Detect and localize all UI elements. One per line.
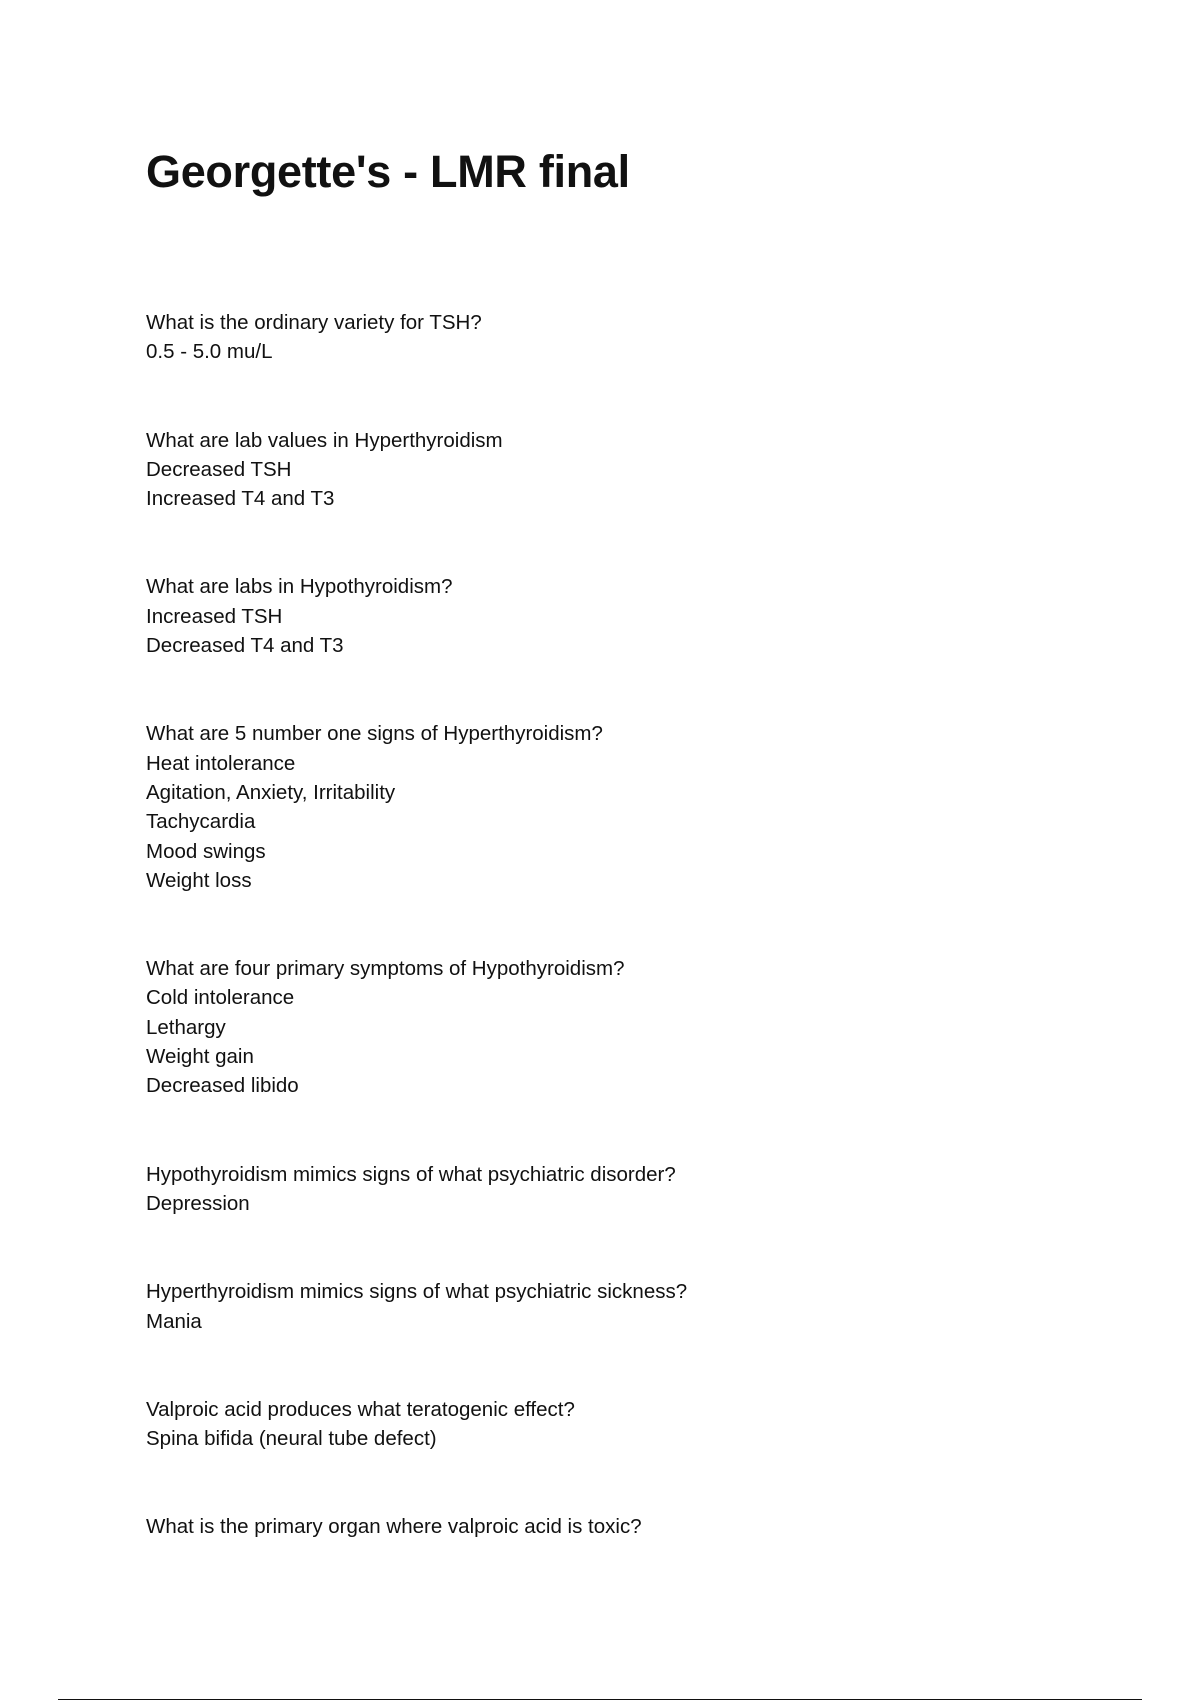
qa-item bbox=[146, 719, 1096, 895]
answer: Tachycardia bbox=[146, 810, 256, 834]
answer: Spina bifida (neural tube defect) bbox=[146, 1427, 437, 1451]
answer: Lethargy bbox=[146, 1015, 226, 1039]
answer: Increased T4 and T3 bbox=[146, 487, 335, 511]
answer: Mood swings bbox=[146, 839, 266, 863]
answer: Decreased T4 and T3 bbox=[146, 634, 344, 658]
qa-item bbox=[146, 572, 1096, 660]
question: What are labs in Hypothyroidism? bbox=[146, 575, 453, 599]
answer: Cold intolerance bbox=[146, 986, 295, 1010]
answer: Heat intolerance bbox=[146, 751, 296, 775]
answer: Increased TSH bbox=[146, 604, 283, 628]
question: Hypothyroidism mimics signs of what psychiatric disorder? bbox=[146, 1162, 676, 1186]
qa-item bbox=[146, 954, 1096, 1100]
page-title: Georgette's - LMR final bbox=[146, 146, 630, 197]
question: Valproic acid produces what teratogenic effect? bbox=[146, 1397, 575, 1421]
question: What are 5 number one signs of Hyperthyroidism? bbox=[146, 722, 603, 746]
answer: Agitation, Anxiety, Irritability bbox=[146, 780, 396, 804]
question: What are lab values in Hyperthyroidism bbox=[146, 428, 503, 452]
qa-item bbox=[146, 308, 1096, 367]
answer: Weight loss bbox=[146, 868, 252, 892]
qa-item bbox=[146, 1160, 1096, 1219]
answer: Mania bbox=[146, 1309, 202, 1333]
question: What is the ordinary variety for TSH? bbox=[146, 311, 482, 334]
qa-list bbox=[146, 308, 1096, 1601]
qa-item bbox=[146, 1395, 1096, 1454]
answer: Decreased libido bbox=[146, 1074, 299, 1098]
qa-item bbox=[146, 426, 1096, 514]
answer: Decreased TSH bbox=[146, 457, 292, 481]
answer: Weight gain bbox=[146, 1045, 254, 1069]
answer: Depression bbox=[146, 1191, 250, 1215]
question: What are four primary symptoms of Hypothyroidism? bbox=[146, 957, 625, 981]
question: Hyperthyroidism mimics signs of what psychiatric sickness? bbox=[146, 1280, 688, 1304]
qa-item bbox=[146, 1512, 1096, 1541]
qa-item bbox=[146, 1277, 1096, 1336]
answer: 0.5 - 5.0 mu/L bbox=[146, 340, 273, 364]
question: What is the primary organ where valproic acid is toxic? bbox=[146, 1515, 642, 1539]
